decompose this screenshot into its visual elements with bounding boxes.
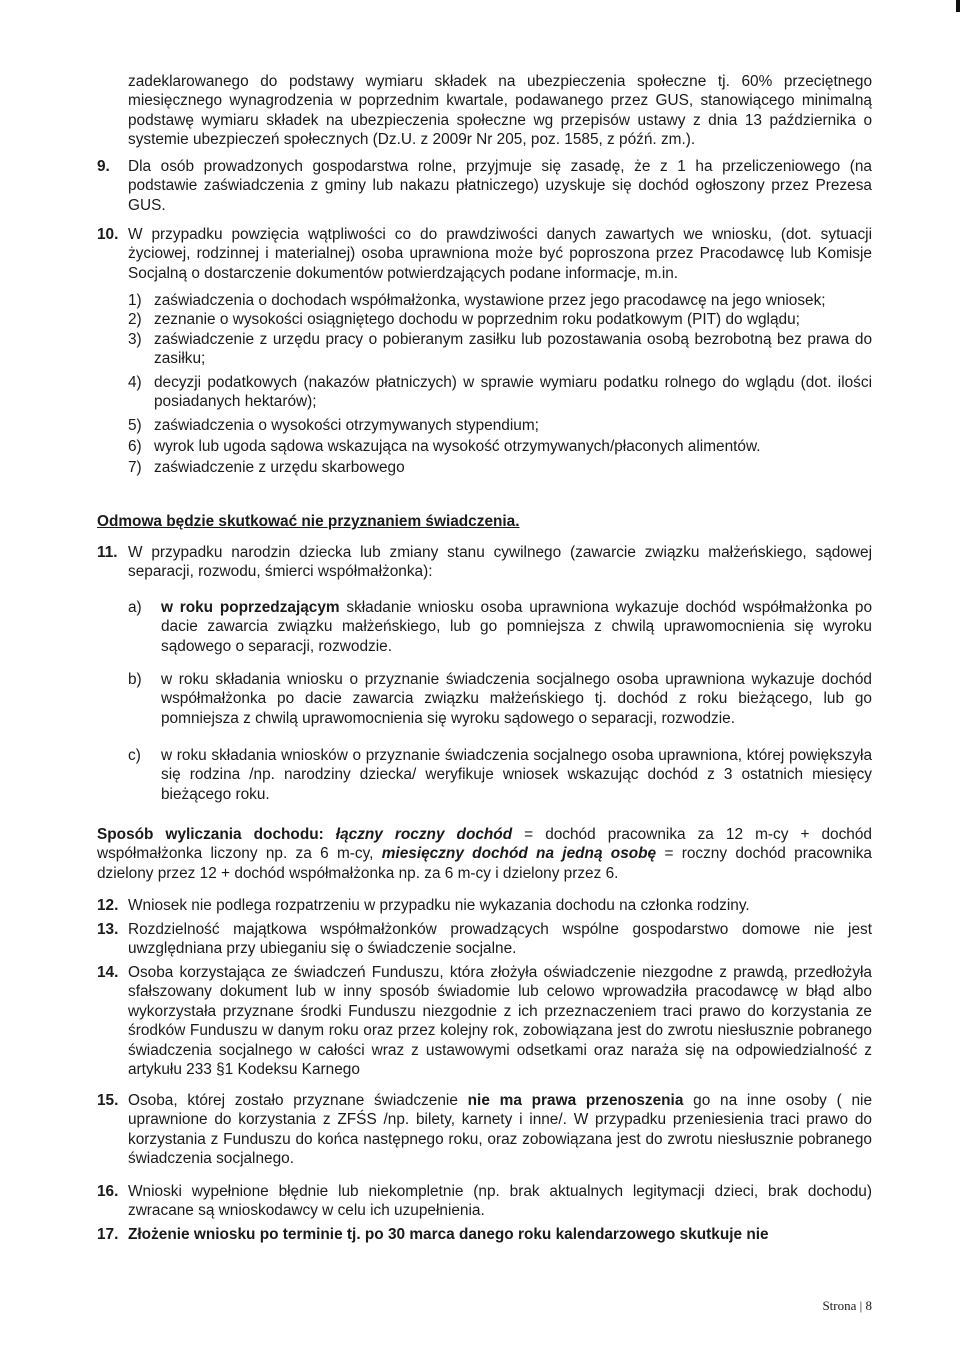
item-11-a-label: a) bbox=[128, 599, 142, 616]
item-11-c-label: c) bbox=[128, 747, 141, 764]
item-11-intro: W przypadku narodzin dziecka lub zmiany stanu cywilnego (zawarcie związku małżeńskiego, sądowej separacji, rozwodu, śmierci współmałżonka): bbox=[128, 544, 872, 581]
item-10-sub-3-text: zaświadczenie z urzędu pracy o pobieranym zasiłku lub pozostawania osobą bezrobotną bez prawa do zasiłku; bbox=[154, 331, 872, 368]
item-10-sub-1-number: 1) bbox=[128, 292, 142, 309]
item-11-number: 11. bbox=[97, 544, 118, 561]
item-14-text: Osoba korzystająca ze świadczeń Funduszu, która złożyła oświadczenie niezgodne z prawdą, przedłożyła sfałszowany dokument lub w inny sposób świadomie lub celowo wprowadziła pracodawcę w błąd albo wykorzystała przyznane środki Funduszu niezgodnie z ich przeznaczeniem traci prawo do korzystania ze środków Funduszu w danym roku oraz przez kolejny rok, zobowiązana jest do zwrotu niesłusznie pobranego świadczenia socjalnego w całości wraz z ustawowymi odsetkami oraz naraża się na odpowiedzialność z artykułu 233 §1 Kodeksu Karnego bbox=[128, 964, 872, 1079]
item-10-sub-3-number: 3) bbox=[128, 331, 142, 348]
item-12-text: Wniosek nie podlega rozpatrzeniu w przypadku nie wykazania dochodu na członka rodziny. bbox=[128, 897, 750, 914]
item-12-number: 12. bbox=[97, 897, 119, 914]
item-17-number: 17. bbox=[97, 1226, 119, 1243]
item-15-text bbox=[128, 1091, 872, 1169]
item-11-a-text bbox=[161, 598, 872, 656]
item-10-sub-2-text: zeznanie o wysokości osiągniętego dochodu w poprzednim roku podatkowym (PIT) do wglądu; bbox=[154, 311, 800, 328]
item-10-sub-7-text: zaświadczenie z urzędu skarbowego bbox=[154, 459, 405, 476]
item-15-pre: Osoba, której zostało przyznane świadczenie bbox=[128, 1092, 458, 1109]
item-15-bold: nie ma prawa przenoszenia bbox=[467, 1092, 684, 1109]
item-10-sub-6-text: wyrok lub ugoda sądowa wskazująca na wysokość otrzymywanych/płaconych alimentów. bbox=[154, 438, 761, 455]
item-11-b-label: b) bbox=[128, 671, 142, 688]
item-10-sub-7-number: 7) bbox=[128, 459, 142, 476]
item-11-a-bold: w roku poprzedzającym bbox=[161, 599, 340, 616]
item-16-number: 16. bbox=[97, 1183, 119, 1200]
item-10-sub-5-number: 5) bbox=[128, 417, 142, 434]
item-9-text: Dla osób prowadzonych gospodarstwa rolne, przyjmuje się zasadę, że z 1 ha przeliczeniowego (na podstawie zaświadczenia z gminy lub nakazu płatniczego) uzyskuje się dochód ogłoszony przez Prezesa GUS. bbox=[128, 158, 872, 214]
scan-corner-mark bbox=[956, 0, 960, 12]
income-monthly-term: miesięczny dochód na jedną osobę bbox=[381, 845, 657, 863]
refusal-heading: Odmowa będzie skutkować nie przyznaniem świadczenia. bbox=[97, 513, 520, 530]
income-annual-term: łączny roczny dochód bbox=[335, 826, 513, 843]
income-method-label: Sposób wyliczania dochodu: bbox=[97, 826, 324, 843]
item-9-number: 9. bbox=[97, 158, 110, 175]
item-17-text: Złożenie wniosku po terminie tj. po 30 marca danego roku kalendarzowego skutkuje nie bbox=[128, 1226, 769, 1243]
item-10-sub-6-number: 6) bbox=[128, 438, 142, 455]
item-13-text: Rozdzielność majątkowa współmałżonków prowadzących wspólne gospodarstwo domowe nie jest uwzględniana przy ubieganiu się o świadczenie socjalne. bbox=[128, 921, 872, 958]
item-11-c-text: w roku składania wniosków o przyznanie świadczenia socjalnego osoba uprawniona, której powiększyła się rodzina /np. narodziny dziecka/ weryfikuje wniosek wskazując dochód z 3 ostatnich miesięcy bieżącego roku. bbox=[161, 747, 872, 803]
item-13-number: 13. bbox=[97, 921, 119, 938]
item-10-text: W przypadku powzięcia wątpliwości co do prawdziwości danych zawartych we wniosku, (dot. sytuacji życiowej, rodzinnej i materialnej) osoba uprawniona może być poproszona przez Pracodawcę lub Komisje Socjalną o dostarczenie dokumentów potwierdzających podane informacje, m.in. bbox=[128, 226, 872, 282]
item-14-number: 14. bbox=[97, 964, 119, 981]
income-annual-def: = dochód pracownika za 12 m-cy + dochód współmałżonka liczony np. za 6 m-cy, bbox=[97, 826, 872, 863]
item-10-sub-2-number: 2) bbox=[128, 311, 142, 328]
item-11-a-rest: składanie wniosku osoba uprawniona wykazuje dochód współmałżonka po dacie zawarcia związku małżeńskiego, lub go pomniejsza z chwilą uprawomocnienia się wyroku sądowego o separacji, rozwodzie. bbox=[161, 599, 872, 655]
item-16-text: Wnioski wypełnione błędnie lub niekompletnie (np. brak aktualnych legitymacji dzieci, brak dochodu) zwracane są wnioskodawcy w celu ich uzupełnienia. bbox=[128, 1183, 872, 1220]
item-10-sub-5-text: zaświadczenia o wysokości otrzymywanych stypendium; bbox=[154, 417, 539, 434]
item-10-sub-1-text: zaświadczenia o dochodach współmałżonka, wystawione przez jego pracodawcę na jego wniosek; bbox=[154, 292, 826, 309]
item-10-sub-4-text: decyzji podatkowych (nakazów płatniczych) w sprawie wymiaru podatku rolnego do wglądu (dot. ilości posiadanych hektarów); bbox=[154, 374, 872, 411]
intro-continuation-paragraph: zadeklarowanego do podstawy wymiaru składek na ubezpieczenia społeczne tj. 60% przeciętnego miesięcznego wynagrodzenia w poprzednim kwartale, podawanego przez GUS, stanowiącego minimalną podstawę wymiaru składek na ubezpieczenia społeczne wg przepisów ustawy z dnia 13 października o systemie ubezpieczeń społecznych (Dz.U. z 2009r Nr 205, poz. 1585, z późń. zm.). bbox=[128, 73, 872, 149]
item-15-post: go na inne osoby ( nie uprawnione do korzystania z ZFŚS /np. bilety, karnety i inne/. W przypadku przeniesienia traci prawo do korzystania z Funduszu do końca następnego roku, oraz zobowiązana jest do zwrotu niesłusznie pobranego świadczenia socjalnego. bbox=[128, 1092, 872, 1168]
item-10-number: 10. bbox=[97, 226, 119, 243]
page-number-footer: Strona | 8 bbox=[822, 1298, 872, 1313]
item-11-b-text: w roku składania wniosku o przyznanie świadczenia socjalnego osoba uprawniona wykazuje dochód współmałżonka po dacie zawarcia związku małżeńskiego tj. dochód z roku bieżącego, lub go pomniejsza z chwilą uprawomocnienia się wyroku sądowego o separacji, rozwodzie. bbox=[161, 671, 872, 727]
income-monthly-def: = roczny dochód pracownika dzielony przez 12 + dochód współmałżonka np. za 6 m-cy i dzielony przez 6. bbox=[97, 845, 872, 882]
item-10-sub-4-number: 4) bbox=[128, 374, 142, 391]
item-15-number: 15. bbox=[97, 1092, 119, 1109]
income-method-paragraph bbox=[97, 825, 872, 883]
